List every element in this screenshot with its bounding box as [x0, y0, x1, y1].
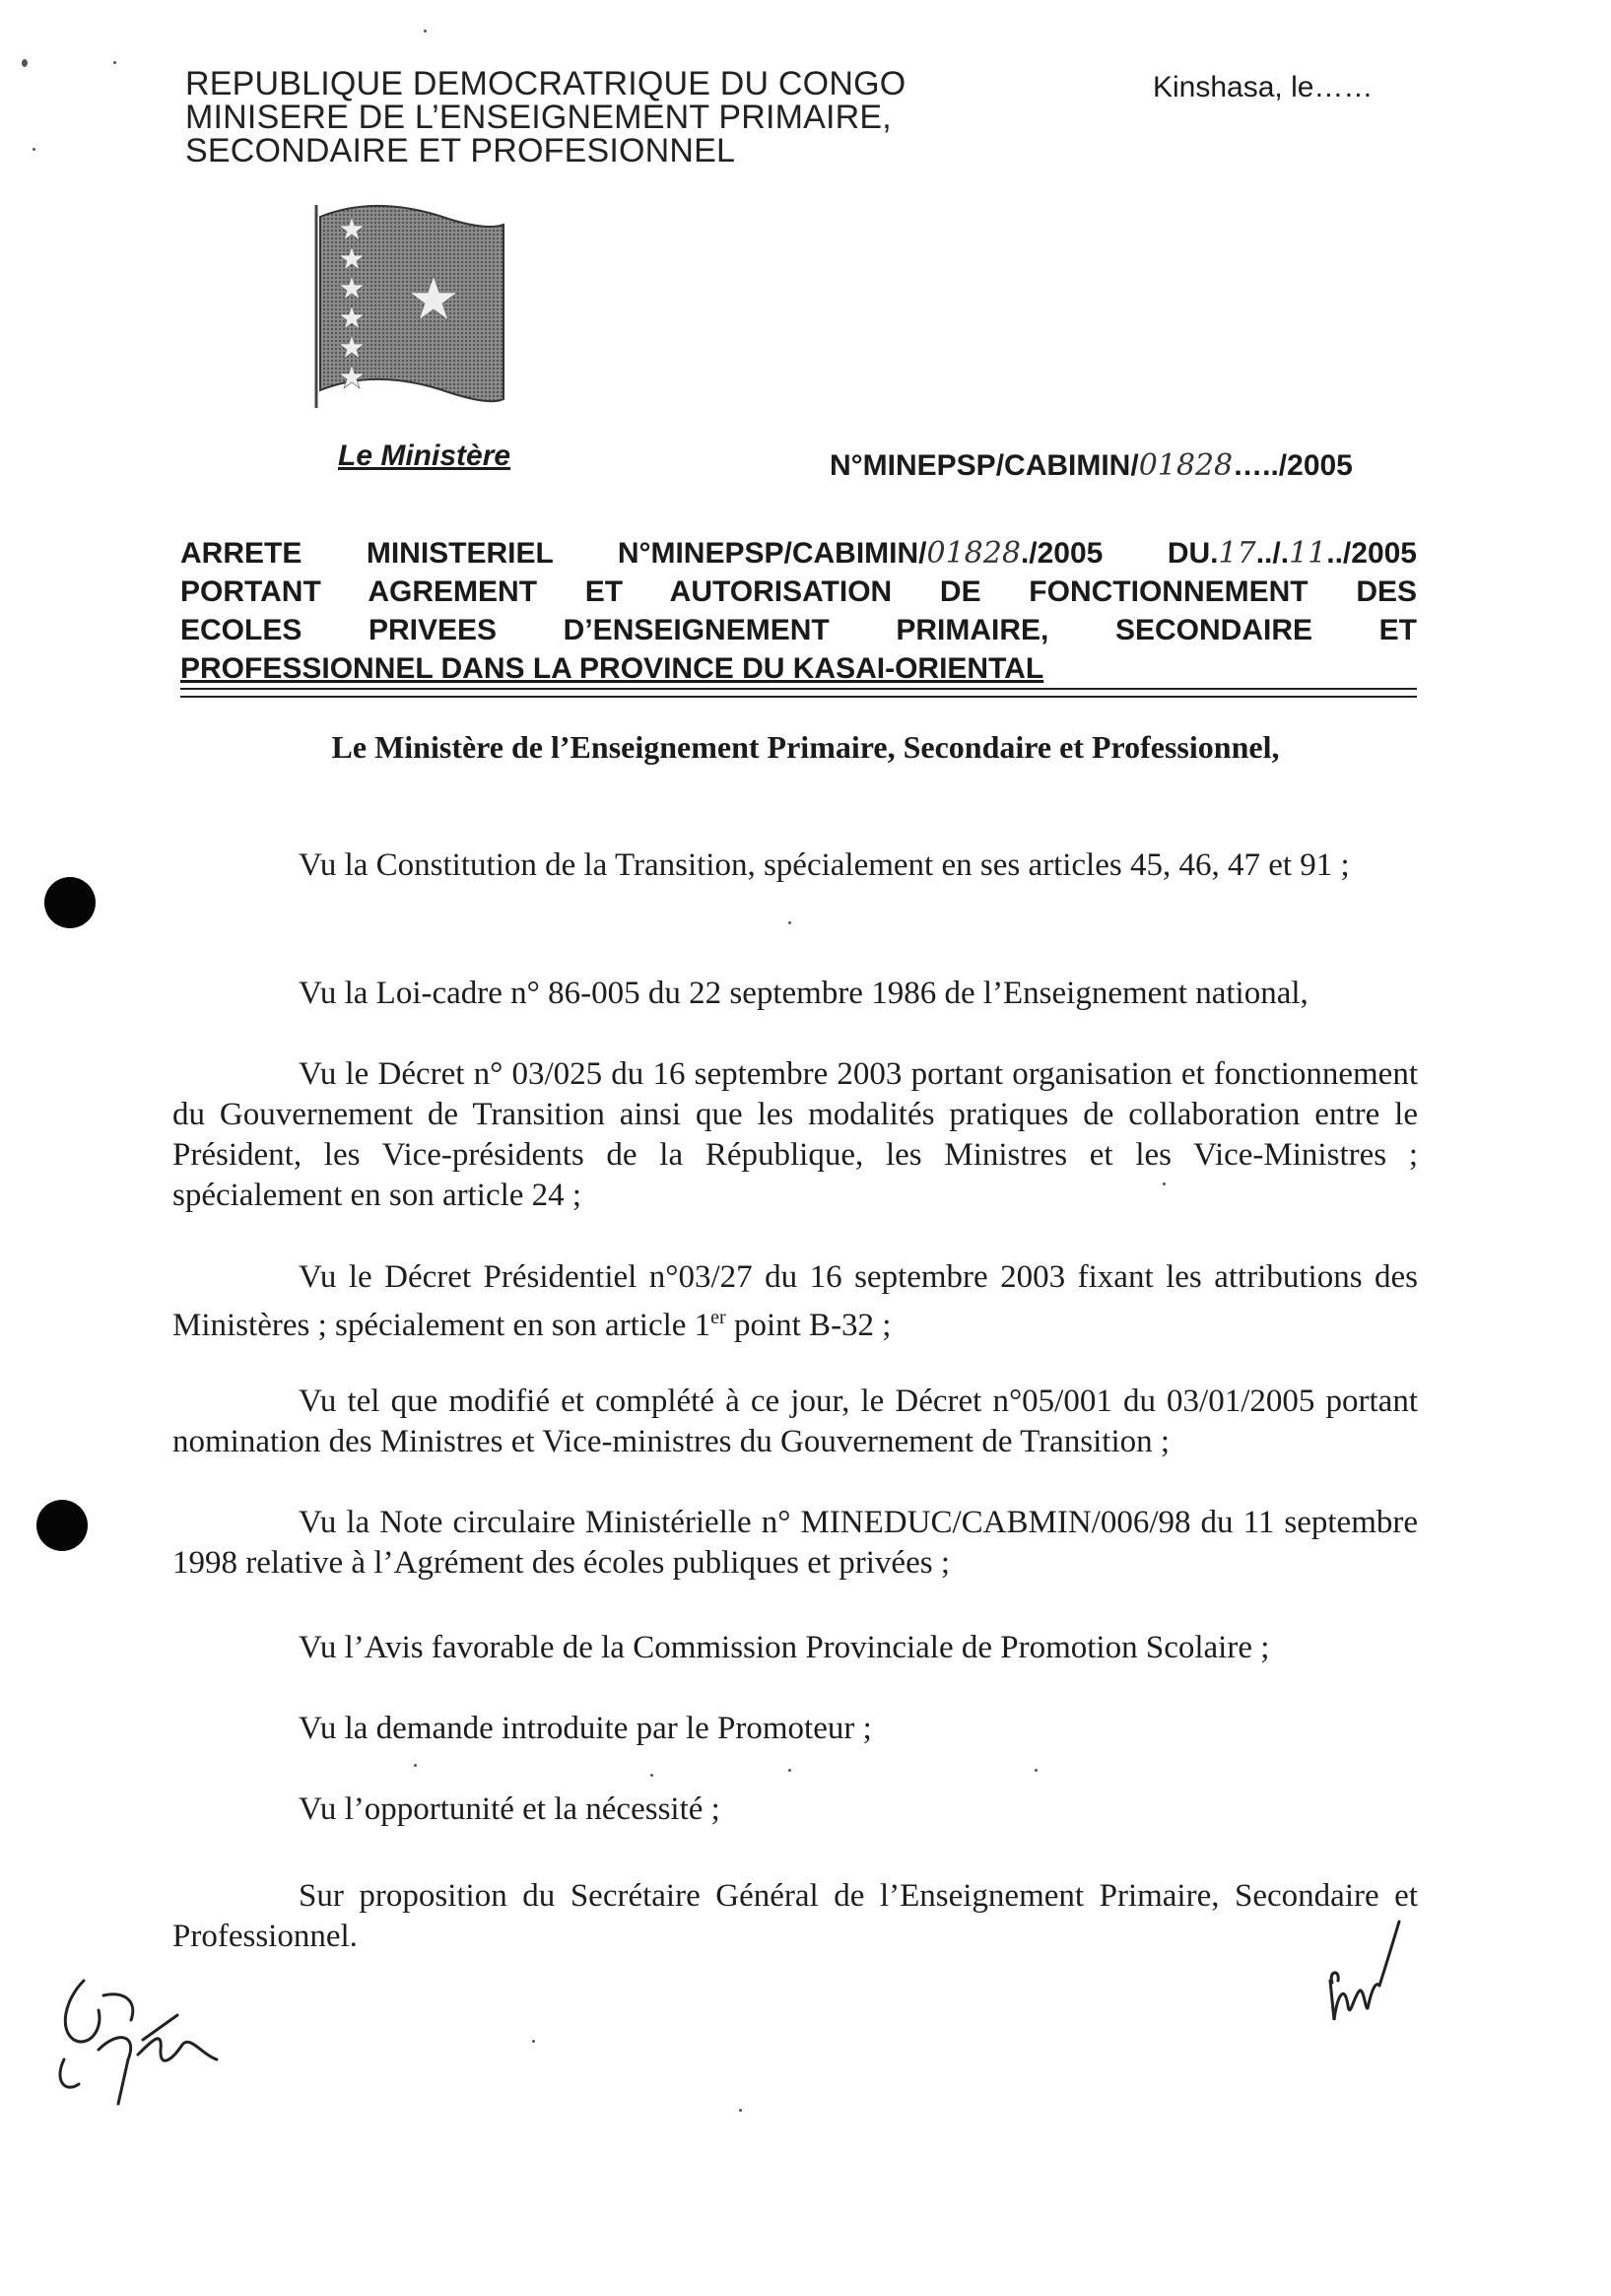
letterhead-line-department: SECONDAIRE ET PROFESIONNEL — [185, 132, 736, 169]
consideration-demande: Vu la demande introduite par le Promoteur ; — [299, 1711, 872, 1746]
scan-speck — [1035, 1769, 1038, 1772]
decree-title-line-4: PROFESSIONNEL DANS LA PROVINCE DU KASAI-ORIENTAL — [180, 652, 1044, 685]
letterhead-line-ministry: MINISERE DE L’ENSEIGNEMENT PRIMAIRE, — [185, 99, 892, 136]
scan-speck — [788, 921, 791, 924]
title-double-rule — [180, 688, 1417, 698]
reference-prefix: N°MINEPSP/CABIMIN/ — [830, 449, 1139, 482]
decree-title-line-2: PORTANT AGREMENT ET AUTORISATION DE FONCTIONNEMENT DES — [180, 575, 1417, 608]
decree-title-line-1: ARRETE MINISTERIEL N°MINEPSP/CABIMIN/01828./2005 DU.17../.11../2005 — [180, 536, 1417, 571]
letterhead — [185, 67, 973, 168]
decree-handwritten-day: 17 — [1218, 536, 1256, 571]
place-date: Kinshasa, le…… — [1153, 71, 1374, 103]
consideration-opportunite: Vu l’opportunité et la nécessité ; — [299, 1791, 720, 1827]
reference-number — [830, 448, 1353, 483]
consideration-loi-cadre: Vu la Loi-cadre n° 86-005 du 22 septembre 1986 de l’Enseignement national, — [299, 976, 1309, 1011]
consideration-avis-favorable: Vu l’Avis favorable de la Commission Provinciale de Promotion Scolaire ; — [299, 1630, 1270, 1665]
consideration-decret-presidentiel: Vu le Décret Présidentiel n°03/27 du 16 septembre 2003 fixant les attributions des Ministères ; spécialement en son article 1er point B-32 ; — [172, 1259, 1418, 1343]
scan-speck — [1163, 1182, 1166, 1185]
consideration-constitution: Vu la Constitution de la Transition, spécialement en ses articles 45, 46, 47 et 91 ; — [299, 847, 1350, 883]
scan-speck — [650, 1774, 653, 1777]
scan-speck — [22, 59, 28, 67]
scan-speck — [414, 1764, 417, 1767]
reference-suffix: …../2005 — [1233, 449, 1353, 482]
decree-handwritten-month: 11 — [1289, 536, 1327, 571]
decree-title — [180, 534, 1417, 688]
consideration-decret-03-025: Vu le Décret n° 03/025 du 16 septembre 2003 portant organisation et fonctionnement du Gouvernement de Transition ainsi que les modalités pratiques de collaboration entre le Président, les Vice-présidents de la République, les Ministres et les Vice-Ministres ; spécialement en son article 24 ; — [172, 1056, 1418, 1213]
reference-handwritten-number: 01828 — [1138, 448, 1234, 483]
scan-speck — [532, 2040, 535, 2043]
scan-speck — [739, 2109, 742, 2112]
punch-hole-mark — [44, 877, 96, 928]
letterhead-line-country: REPUBLIQUE DEMOCRATRIQUE DU CONGO — [185, 65, 906, 102]
scan-speck — [788, 1769, 791, 1772]
scan-speck — [113, 61, 116, 64]
decree-title-line-3: ECOLES PRIVEES D’ENSEIGNEMENT PRIMAIRE, SECONDAIRE ET — [180, 614, 1417, 646]
scan-speck — [424, 30, 427, 33]
scan-speck — [33, 148, 35, 151]
punch-hole-mark — [36, 1500, 88, 1551]
preamble: Le Ministère de l’Enseignement Primaire, Secondaire et Professionnel, — [331, 729, 1280, 765]
handwritten-initials-right — [1320, 1912, 1409, 2040]
handwritten-initials-left — [44, 1961, 241, 2109]
consideration-note-circulaire: Vu la Note circulaire Ministérielle n° MINEDUC/CABMIN/006/98 du 11 septembre 1998 relative à l’Agrément des écoles publiques et privées ; — [172, 1505, 1418, 1581]
drc-flag-icon — [310, 197, 507, 409]
office-label: Le Ministère — [338, 439, 511, 472]
consideration-proposition: Sur proposition du Secrétaire Général de l’Enseignement Primaire, Secondaire et Professionnel. — [172, 1878, 1418, 1954]
consideration-decret-05-001: Vu tel que modifié et complété à ce jour, le Décret n°05/001 du 03/01/2005 portant nomination des Ministres et Vice-ministres du Gouvernement de Transition ; — [172, 1384, 1418, 1459]
decree-handwritten-number: 01828 — [926, 536, 1021, 571]
